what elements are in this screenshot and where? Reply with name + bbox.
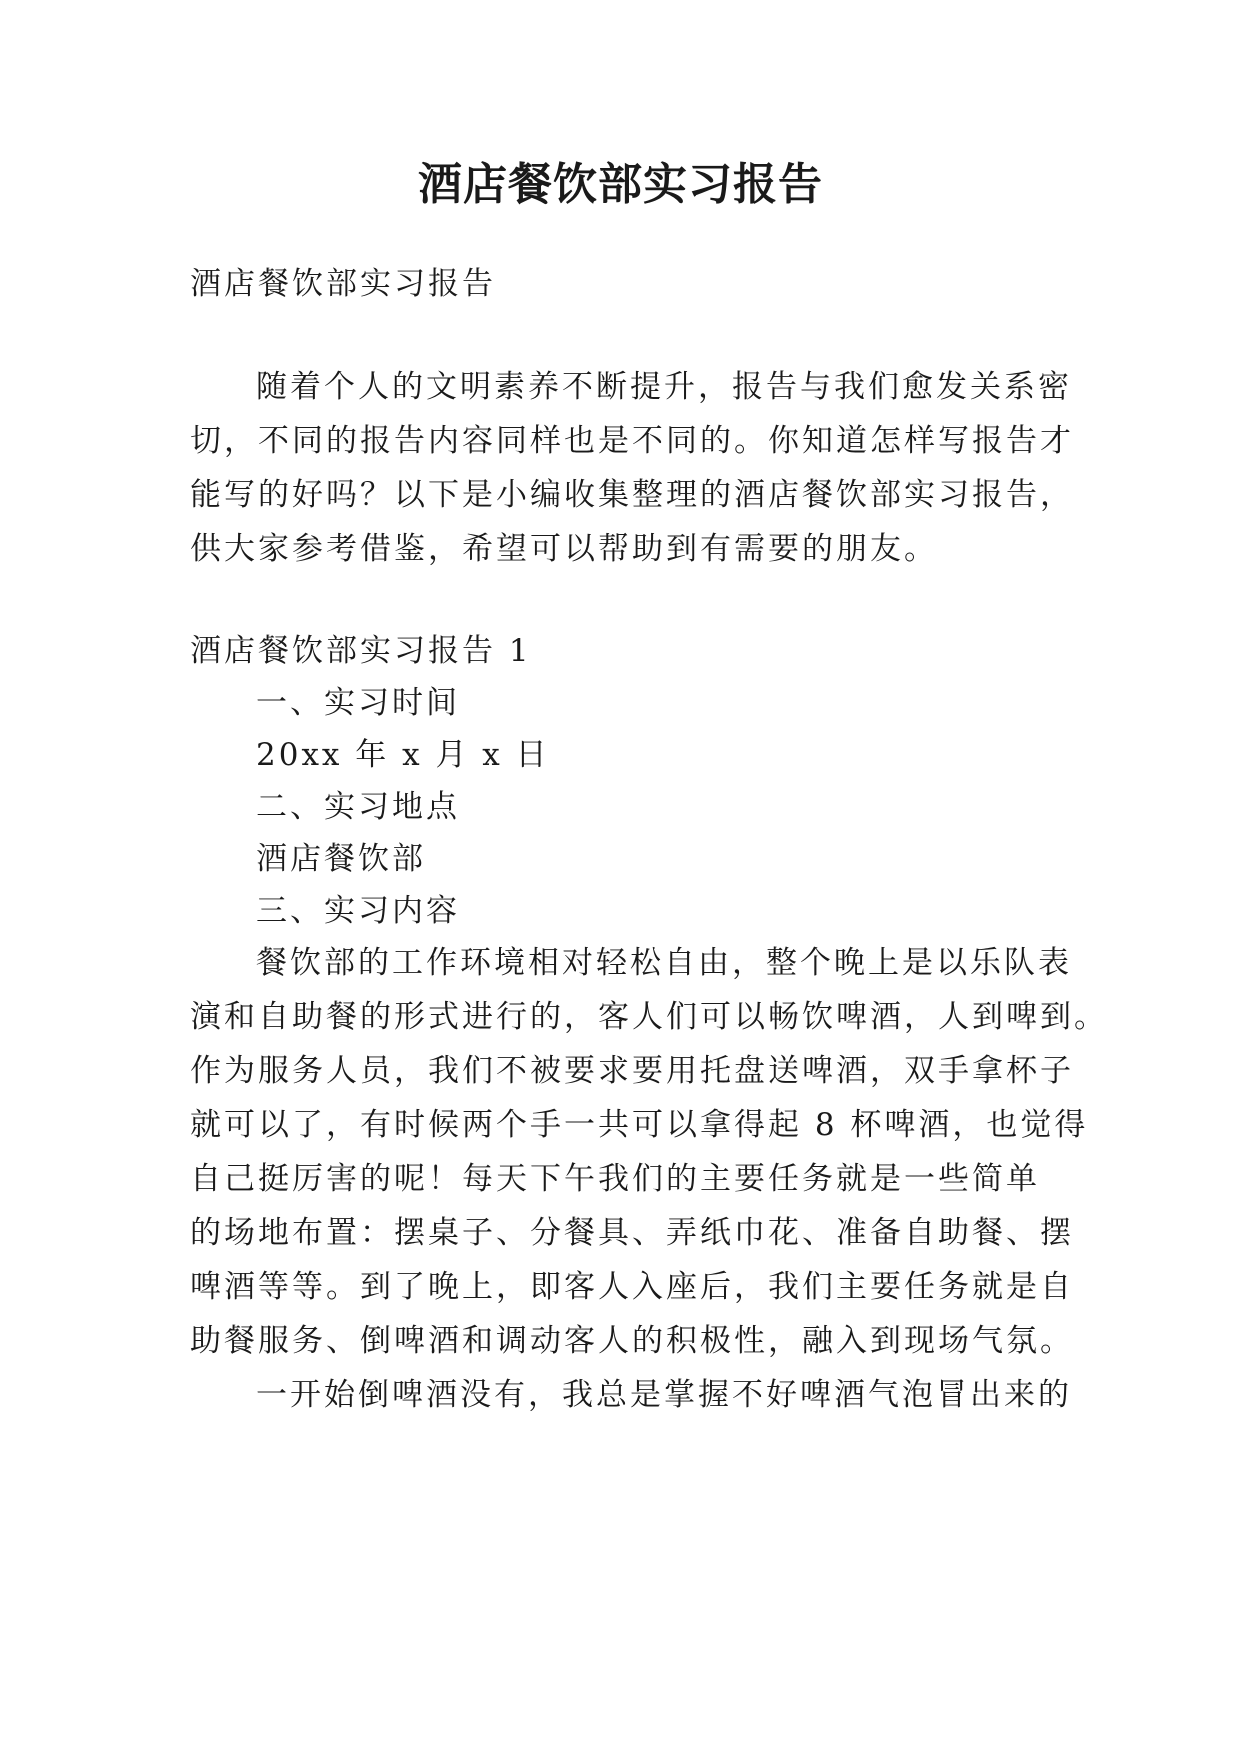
body-line: 一开始倒啤酒没有，我总是掌握不好啤酒气泡冒出来的 xyxy=(256,1377,1072,1413)
item-line: 一、实习时间 xyxy=(256,685,460,721)
body-line: 啤酒等等。到了晚上，即客人入座后，我们主要任务就是自 xyxy=(190,1269,1074,1305)
section-heading: 酒店餐饮部实习报告 1 xyxy=(190,633,532,669)
intro-line: 供大家参考借鉴，希望可以帮助到有需要的朋友。 xyxy=(190,531,938,567)
body-line: 自己挺厉害的呢！每天下午我们的主要任务就是一些简单 xyxy=(190,1161,1040,1197)
body-line: 就可以了，有时候两个手一共可以拿得起 8 杯啤酒，也觉得 xyxy=(190,1107,1089,1143)
intro-line: 切，不同的报告内容同样也是不同的。你知道怎样写报告才 xyxy=(190,423,1074,459)
item-line: 20xx 年 x 月 x 日 xyxy=(256,737,550,773)
item-line: 酒店餐饮部 xyxy=(256,841,426,877)
body-line: 助餐服务、倒啤酒和调动客人的积极性，融入到现场气氛。 xyxy=(190,1323,1074,1359)
body-line: 的场地布置：摆桌子、分餐具、弄纸巾花、准备自助餐、摆 xyxy=(190,1215,1074,1251)
document-title: 酒店餐饮部实习报告 xyxy=(418,159,823,210)
document-subtitle: 酒店餐饮部实习报告 xyxy=(190,266,496,302)
body-line: 演和自助餐的形式进行的，客人们可以畅饮啤酒，人到啤到。 xyxy=(190,999,1108,1035)
body-line: 作为服务人员，我们不被要求要用托盘送啤酒，双手拿杯子 xyxy=(190,1053,1074,1089)
item-line: 三、实习内容 xyxy=(256,893,460,929)
intro-line: 随着个人的文明素养不断提升，报告与我们愈发关系密 xyxy=(256,369,1072,405)
item-line: 二、实习地点 xyxy=(256,789,460,825)
intro-line: 能写的好吗？以下是小编收集整理的酒店餐饮部实习报告， xyxy=(190,477,1074,513)
body-line: 餐饮部的工作环境相对轻松自由，整个晚上是以乐队表 xyxy=(256,945,1072,981)
